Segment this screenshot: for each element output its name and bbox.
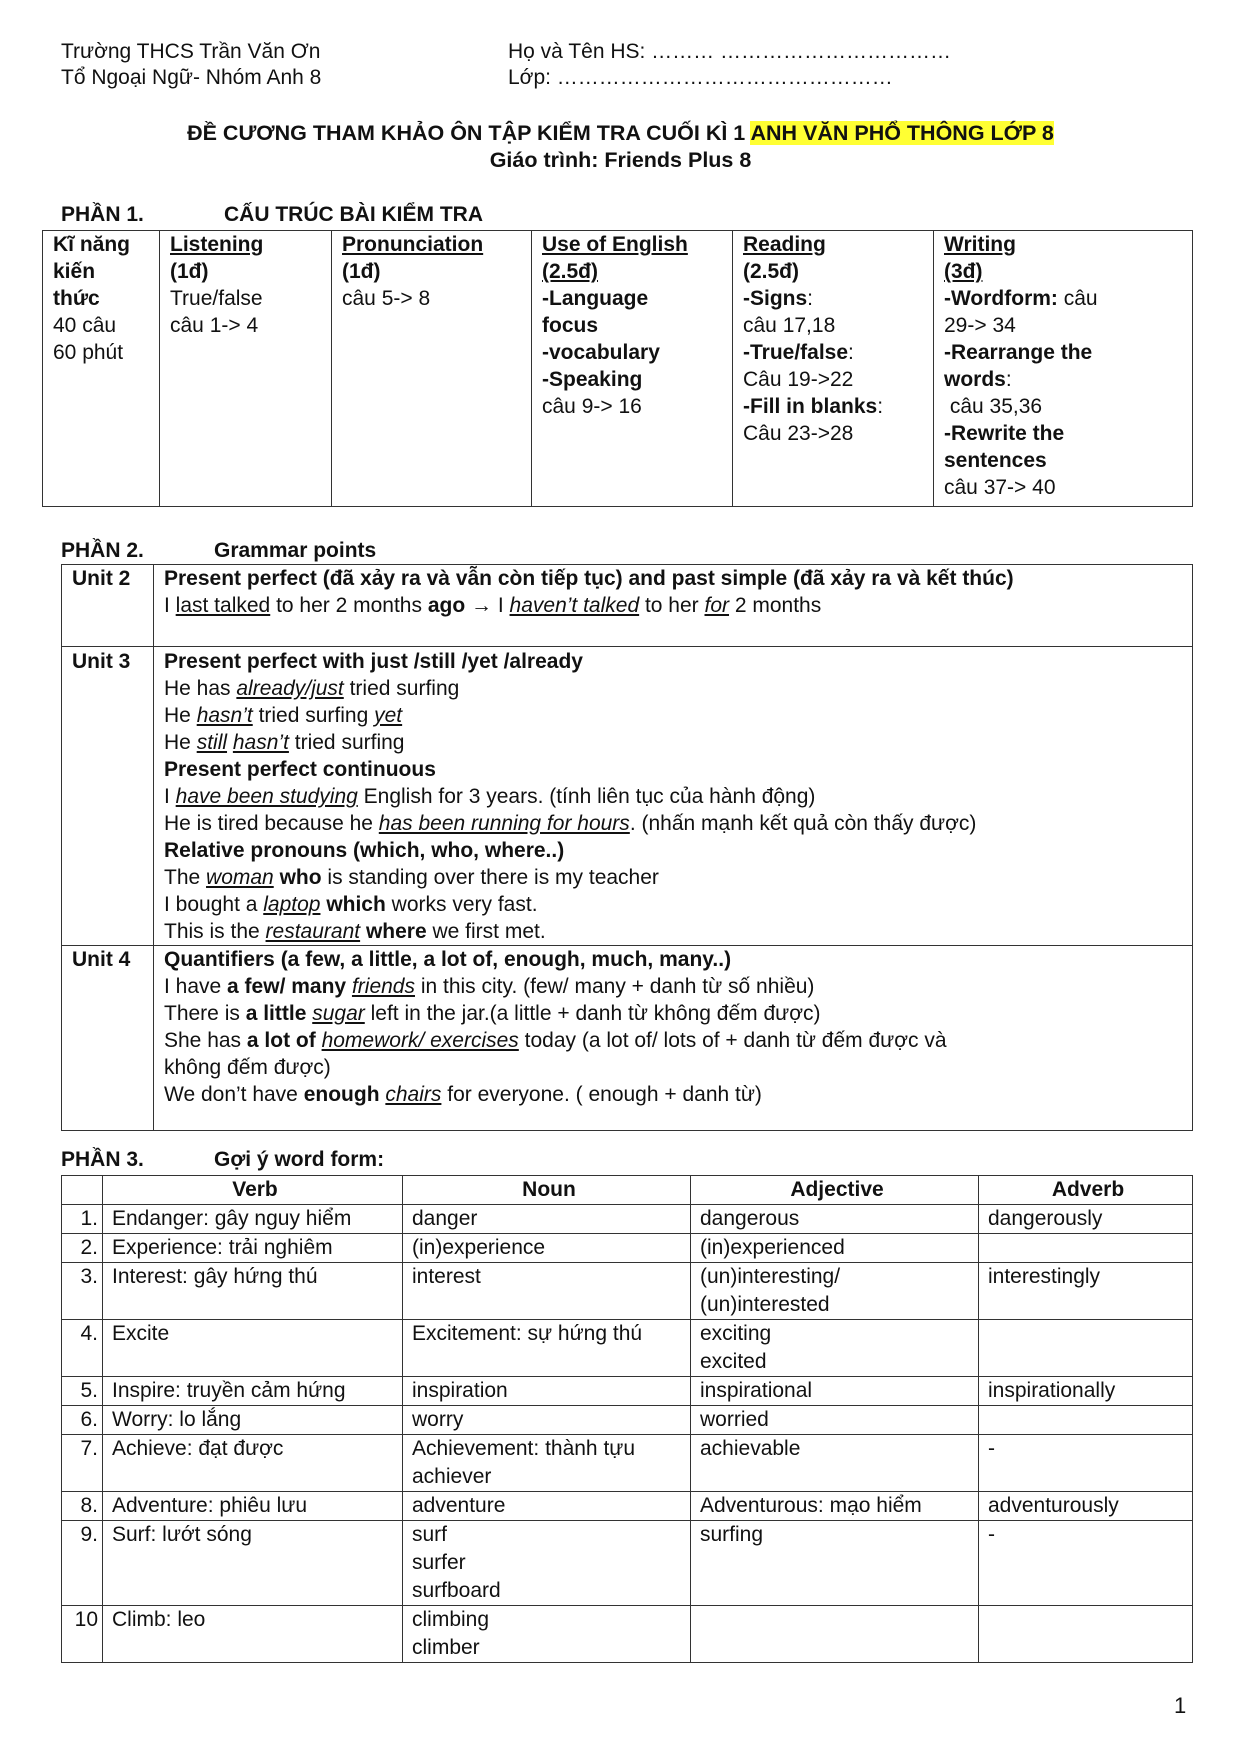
unit3-sentence bbox=[164, 864, 1186, 891]
table-row bbox=[62, 1606, 1193, 1663]
department-name: Tổ Ngoại Ngữ- Nhóm Anh 8 bbox=[61, 66, 322, 89]
use-of-english-questions: câu 9-> 16 bbox=[542, 395, 642, 418]
unit4-sentence bbox=[164, 1027, 1186, 1054]
listening-cell bbox=[160, 231, 332, 507]
noun-form: inspiration bbox=[412, 1379, 508, 1402]
noun-form: adventure bbox=[412, 1494, 506, 1517]
unit3-sentence bbox=[164, 918, 1186, 945]
underlined-phrase: restaurant bbox=[265, 920, 361, 943]
student-name-field: Họ và Tên HS: ……… …………………………… bbox=[508, 40, 952, 63]
text-fragment: I have bbox=[164, 975, 228, 998]
underlined-phrase: haven’t talked bbox=[509, 594, 640, 617]
noun-form: surf bbox=[412, 1523, 448, 1546]
writing-points: (3đ) bbox=[944, 260, 983, 283]
writing-heading: Writing bbox=[944, 233, 1016, 256]
column-header: Noun bbox=[403, 1176, 691, 1205]
noun-cell bbox=[403, 1320, 691, 1377]
pronunciation-cell bbox=[332, 231, 532, 507]
noun-cell bbox=[403, 1492, 691, 1521]
header-num bbox=[62, 1176, 103, 1205]
text-fragment: English for 3 years. (tính liên tục của hành động) bbox=[357, 785, 816, 808]
part3-label: PHẦN 3. bbox=[61, 1148, 144, 1171]
noun-cell bbox=[403, 1606, 691, 1663]
adverb-cell bbox=[979, 1234, 1193, 1263]
rewrite-questions: câu 37-> 40 bbox=[944, 476, 1056, 499]
column-header: Verb bbox=[103, 1176, 403, 1205]
adjective-cell bbox=[691, 1234, 979, 1263]
adverb-cell bbox=[979, 1606, 1193, 1663]
adverb-cell bbox=[979, 1320, 1193, 1377]
unit4-sentence bbox=[164, 1081, 1186, 1108]
unit2-title: Present perfect (đã xảy ra và vẫn còn tiếp tục) and past simple (đã xảy ra và kết thúc) bbox=[164, 567, 1014, 590]
text-fragment: left in the jar.(a little + danh từ không đếm được) bbox=[364, 1002, 821, 1025]
fill-blanks-colon: : bbox=[877, 395, 884, 418]
adjective-cell bbox=[691, 1263, 979, 1320]
signs-item bbox=[743, 285, 927, 312]
text-fragment: to her bbox=[639, 594, 705, 617]
text-fragment: We don’t have bbox=[164, 1083, 304, 1106]
text-fragment: He is tired because he bbox=[164, 812, 379, 835]
noun-form: (in)experience bbox=[412, 1236, 546, 1259]
adjective-form: dangerous bbox=[700, 1207, 800, 1230]
row-number: 5. bbox=[62, 1377, 103, 1406]
title-highlight: ANH VĂN PHỔ THÔNG LỚP 8 bbox=[750, 121, 1054, 145]
skills-heading-3: thức bbox=[53, 287, 100, 310]
listening-points: (1đ) bbox=[170, 260, 209, 283]
adverb-cell: adventurously bbox=[979, 1492, 1193, 1521]
adjective-cell bbox=[691, 1492, 979, 1521]
listening-heading: Listening bbox=[170, 233, 264, 256]
unit3-sentence bbox=[164, 810, 1186, 837]
underlined-phrase: sugar bbox=[312, 1002, 365, 1025]
verb-cell: Worry: lo lắng bbox=[103, 1406, 403, 1435]
underlined-phrase: homework/ exercises bbox=[321, 1029, 519, 1052]
adjective-cell bbox=[691, 1205, 979, 1234]
adjective-cell bbox=[691, 1521, 979, 1606]
unit4-label: Unit 4 bbox=[62, 946, 154, 1131]
verb-cell: Excite bbox=[103, 1320, 403, 1377]
true-false-label: -True/false bbox=[743, 341, 849, 364]
unit4-sentence-cont: không đếm được) bbox=[164, 1056, 331, 1079]
underlined-phrase: still bbox=[196, 731, 228, 754]
rearrange-questions: câu 35,36 bbox=[944, 395, 1043, 418]
column-header: Adjective bbox=[691, 1176, 979, 1205]
bold-word: a few/ many bbox=[227, 975, 347, 998]
adjective-form: (in)experienced bbox=[700, 1236, 845, 1259]
bold-word: which bbox=[326, 893, 386, 916]
text-fragment: I bought a bbox=[164, 893, 264, 916]
text-fragment: He bbox=[164, 731, 197, 754]
reading-heading: Reading bbox=[743, 233, 826, 256]
underlined-phrase: yet bbox=[374, 704, 403, 727]
wordform-item bbox=[944, 285, 1186, 312]
document-subtitle: Giáo trình: Friends Plus 8 bbox=[489, 148, 752, 172]
bold-word: a little bbox=[245, 1002, 307, 1025]
unit3-sentence bbox=[164, 891, 1186, 918]
row-number: 9. bbox=[62, 1521, 103, 1606]
listening-type: True/false bbox=[170, 287, 263, 310]
skills-heading-2: kiến bbox=[53, 260, 96, 283]
row-number: 3. bbox=[62, 1263, 103, 1320]
adverb-cell: inspirationally bbox=[979, 1377, 1193, 1406]
text-fragment: I bbox=[492, 594, 510, 617]
signs-label: -Signs bbox=[743, 287, 808, 310]
adjective-form: worried bbox=[700, 1408, 769, 1431]
text-fragment: I bbox=[164, 594, 176, 617]
verb-cell: Interest: gây hứng thú bbox=[103, 1263, 403, 1320]
wordform-label: -Wordform: bbox=[944, 287, 1058, 310]
unit3-title-1: Present perfect with just /still /yet /already bbox=[164, 650, 583, 673]
verb-cell: Experience: trải nghiêm bbox=[103, 1234, 403, 1263]
text-fragment: He bbox=[164, 704, 197, 727]
table-row bbox=[62, 1406, 1193, 1435]
noun-form: climbing bbox=[412, 1608, 490, 1631]
adjective-form: inspirational bbox=[700, 1379, 813, 1402]
adjective-form: excited bbox=[700, 1350, 767, 1373]
noun-cell bbox=[403, 1263, 691, 1320]
writing-cell bbox=[934, 231, 1193, 507]
text-fragment: This is the bbox=[164, 920, 266, 943]
underlined-phrase: already/just bbox=[236, 677, 344, 700]
language-focus-line2: focus bbox=[542, 314, 599, 337]
test-structure-table bbox=[42, 230, 1193, 507]
unit3-sentence bbox=[164, 702, 1186, 729]
row-number: 4. bbox=[62, 1320, 103, 1377]
table-row bbox=[62, 1492, 1193, 1521]
fill-blanks-label: -Fill in blanks bbox=[743, 395, 878, 418]
verb-cell: Inspire: truyền cảm hứng bbox=[103, 1377, 403, 1406]
underlined-phrase: have been studying bbox=[175, 785, 358, 808]
text-fragment: She has bbox=[164, 1029, 247, 1052]
text-fragment: we first met. bbox=[426, 920, 546, 943]
grammar-table bbox=[61, 564, 1193, 1131]
rearrange-colon: : bbox=[1005, 368, 1012, 391]
wordform-suffix: câu bbox=[1057, 287, 1098, 310]
adjective-cell bbox=[691, 1606, 979, 1663]
rearrange-words: words bbox=[944, 368, 1006, 391]
noun-cell bbox=[403, 1435, 691, 1492]
table-row bbox=[62, 1521, 1193, 1606]
row-number: 6. bbox=[62, 1406, 103, 1435]
part2-label: PHẦN 2. bbox=[61, 539, 144, 562]
text-fragment: I bbox=[164, 785, 176, 808]
text-fragment: today (a lot of/ lots of + danh từ đếm được và bbox=[518, 1029, 947, 1052]
pronunciation-heading: Pronunciation bbox=[342, 233, 484, 256]
underlined-phrase: chairs bbox=[385, 1083, 442, 1106]
use-of-english-heading: Use of English bbox=[542, 233, 688, 256]
reading-points: (2.5đ) bbox=[743, 260, 800, 283]
school-name: Trường THCS Trần Văn Ơn bbox=[61, 40, 321, 63]
fill-blanks-questions: Câu 23->28 bbox=[743, 422, 854, 445]
rewrite-line1: -Rewrite the bbox=[944, 422, 1065, 445]
noun-form: Excitement: sự hứng thú bbox=[412, 1322, 643, 1345]
noun-form: surfboard bbox=[412, 1579, 501, 1602]
noun-form: achiever bbox=[412, 1465, 492, 1488]
noun-cell bbox=[403, 1377, 691, 1406]
row-number: 1. bbox=[62, 1205, 103, 1234]
skills-cell bbox=[43, 231, 160, 507]
underlined-phrase: woman bbox=[206, 866, 274, 889]
text-fragment: There is bbox=[164, 1002, 246, 1025]
adjective-form: surfing bbox=[700, 1523, 764, 1546]
noun-form: danger bbox=[412, 1207, 478, 1230]
noun-form: interest bbox=[412, 1265, 481, 1288]
text-fragment: He has bbox=[164, 677, 237, 700]
true-false-colon: : bbox=[848, 341, 854, 364]
signs-colon: : bbox=[807, 287, 814, 310]
column-header: Adverb bbox=[979, 1176, 1193, 1205]
verb-cell: Achieve: đạt được bbox=[103, 1435, 403, 1492]
verb-cell: Endanger: gây nguy hiểm bbox=[103, 1205, 403, 1234]
noun-cell bbox=[403, 1234, 691, 1263]
vocabulary-item: -vocabulary bbox=[542, 341, 660, 364]
verb-cell: Climb: leo bbox=[103, 1606, 403, 1663]
table-row bbox=[62, 1435, 1193, 1492]
unit2-content bbox=[154, 565, 1193, 647]
adjective-cell bbox=[691, 1406, 979, 1435]
adverb-cell: interestingly bbox=[979, 1263, 1193, 1320]
unit4-title: Quantifiers (a few, a little, a lot of, enough, much, many..) bbox=[164, 948, 732, 971]
bold-word: enough bbox=[303, 1083, 380, 1106]
rearrange-line1: -Rearrange the bbox=[944, 341, 1093, 364]
document-title bbox=[0, 121, 1241, 146]
bold-word: who bbox=[279, 866, 322, 889]
adverb-cell: dangerously bbox=[979, 1205, 1193, 1234]
adverb-cell bbox=[979, 1406, 1193, 1435]
reading-cell bbox=[733, 231, 934, 507]
noun-cell bbox=[403, 1205, 691, 1234]
word-form-table bbox=[61, 1175, 1193, 1663]
text-fragment: in this city. (few/ many + danh từ số nhiều) bbox=[414, 975, 815, 998]
noun-cell bbox=[403, 1521, 691, 1606]
bold-word: a lot of bbox=[246, 1029, 316, 1052]
text-fragment: for everyone. ( enough + danh từ) bbox=[441, 1083, 762, 1106]
text-fragment: works very fast. bbox=[385, 893, 538, 916]
underlined-phrase: has been running for hours bbox=[378, 812, 630, 835]
adjective-cell bbox=[691, 1377, 979, 1406]
adjective-form: Adventurous: mạo hiểm bbox=[700, 1494, 922, 1517]
text-fragment: is standing over there is my teacher bbox=[321, 866, 659, 889]
unit3-title-2: Present perfect continuous bbox=[164, 758, 436, 781]
fill-blanks-item bbox=[743, 393, 927, 420]
noun-form: climber bbox=[412, 1636, 480, 1659]
unit4-sentence bbox=[164, 1000, 1186, 1027]
use-of-english-points: (2.5đ) bbox=[542, 260, 599, 283]
underlined-phrase: laptop bbox=[263, 893, 321, 916]
part2-heading: Grammar points bbox=[214, 539, 377, 562]
page-number: 1 bbox=[1174, 1693, 1187, 1718]
unit3-content bbox=[154, 647, 1193, 946]
unit3-sentence bbox=[164, 729, 1186, 756]
unit3-title-3: Relative pronouns (which, who, where..) bbox=[164, 839, 565, 862]
total-time: 60 phút bbox=[53, 341, 124, 364]
language-focus-line1: -Language bbox=[542, 287, 649, 310]
unit3-label: Unit 3 bbox=[62, 647, 154, 946]
row-number: 10 bbox=[62, 1606, 103, 1663]
table-row bbox=[62, 1205, 1193, 1234]
table-row bbox=[62, 1234, 1193, 1263]
noun-form: worry bbox=[412, 1408, 464, 1431]
text-fragment: tried surfing bbox=[252, 704, 375, 727]
adjective-form: (un)interesting/ bbox=[700, 1265, 841, 1288]
skills-heading-1: Kĩ năng bbox=[53, 233, 130, 256]
noun-cell bbox=[403, 1406, 691, 1435]
underlined-phrase: for bbox=[704, 594, 730, 617]
unit4-content bbox=[154, 946, 1193, 1131]
verb-cell: Adventure: phiêu lưu bbox=[103, 1492, 403, 1521]
adjective-form: exciting bbox=[700, 1322, 772, 1345]
use-of-english-cell bbox=[532, 231, 733, 507]
adjective-cell bbox=[691, 1435, 979, 1492]
table-row bbox=[62, 1320, 1193, 1377]
pronunciation-questions: câu 5-> 8 bbox=[342, 287, 431, 310]
wordform-questions: 29-> 34 bbox=[944, 314, 1016, 337]
text-fragment: tried surfing bbox=[343, 677, 460, 700]
listening-questions: câu 1-> 4 bbox=[170, 314, 259, 337]
bold-word: ago bbox=[427, 594, 466, 617]
text-fragment: The bbox=[164, 866, 207, 889]
verb-cell: Surf: lướt sóng bbox=[103, 1521, 403, 1606]
rearrange-line2 bbox=[944, 366, 1186, 393]
underlined-phrase: friends bbox=[351, 975, 415, 998]
noun-form: Achievement: thành tựu bbox=[412, 1437, 636, 1460]
total-questions: 40 câu bbox=[53, 314, 117, 337]
unit3-sentence bbox=[164, 783, 1186, 810]
adjective-cell bbox=[691, 1320, 979, 1377]
text-fragment: tried surfing bbox=[288, 731, 405, 754]
text-fragment: . (nhấn mạnh kết quả còn thấy được) bbox=[629, 812, 977, 835]
text-fragment: 2 months bbox=[729, 594, 822, 617]
table-row bbox=[62, 1263, 1193, 1320]
true-false-questions: Câu 19->22 bbox=[743, 368, 854, 391]
speaking-item: -Speaking bbox=[542, 368, 643, 391]
title-main: ĐỀ CƯƠNG THAM KHẢO ÔN TẬP KIỂM TRA CUỐI KÌ 1 bbox=[187, 121, 751, 145]
adverb-cell: - bbox=[979, 1435, 1193, 1492]
row-number: 2. bbox=[62, 1234, 103, 1263]
unit2-example bbox=[164, 592, 1186, 619]
noun-form: surfer bbox=[412, 1551, 466, 1574]
part1-label: PHẦN 1. bbox=[61, 203, 144, 226]
arrow-icon: → bbox=[471, 594, 493, 617]
underlined-phrase: hasn’t bbox=[232, 731, 289, 754]
rewrite-line2: sentences bbox=[944, 449, 1047, 472]
underlined-phrase: hasn’t bbox=[196, 704, 253, 727]
adverb-cell: - bbox=[979, 1521, 1193, 1606]
row-number: 8. bbox=[62, 1492, 103, 1521]
class-field: Lớp: ………………………………………… bbox=[508, 66, 893, 89]
part3-heading: Gợi ý word form: bbox=[214, 1148, 385, 1171]
adjective-form: achievable bbox=[700, 1437, 801, 1460]
row-number: 7. bbox=[62, 1435, 103, 1492]
text-fragment: to her 2 months bbox=[270, 594, 428, 617]
true-false-item bbox=[743, 339, 927, 366]
unit4-sentence bbox=[164, 973, 1186, 1000]
signs-questions: câu 17,18 bbox=[743, 314, 836, 337]
table-row bbox=[62, 1377, 1193, 1406]
underlined-phrase: last talked bbox=[175, 594, 271, 617]
adjective-form: (un)interested bbox=[700, 1293, 830, 1316]
part1-heading: CẤU TRÚC BÀI KIỂM TRA bbox=[224, 203, 483, 226]
bold-word: where bbox=[365, 920, 427, 943]
pronunciation-points: (1đ) bbox=[342, 260, 381, 283]
unit2-label: Unit 2 bbox=[62, 565, 154, 647]
unit3-sentence bbox=[164, 675, 1186, 702]
